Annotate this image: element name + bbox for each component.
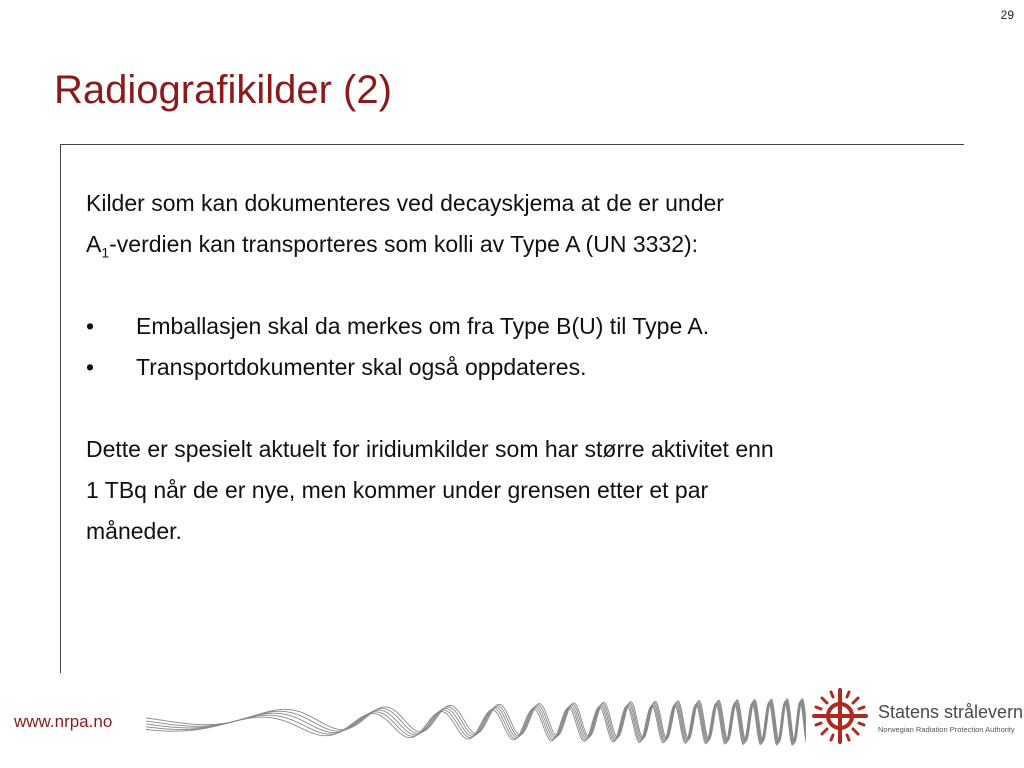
- slide-body: [86, 183, 956, 552]
- closing-line-3: måneder.: [86, 518, 182, 544]
- frame-top-rule: [60, 144, 964, 145]
- a1-subscript: 1: [101, 244, 110, 261]
- frame-left-rule: [60, 144, 61, 673]
- bullet-mark: •: [86, 354, 95, 380]
- paragraph-gap: [86, 388, 956, 429]
- slide-title: Radiografikilder (2): [54, 68, 392, 112]
- intro-line-2-text: -verdien kan transporteres som kolli av Type A (UN 3332):: [109, 231, 699, 257]
- page-number: 29: [1000, 8, 1014, 22]
- nrpa-logo-text: [878, 702, 1023, 734]
- logo-name: Statens strålevern: [878, 702, 1024, 722]
- bullet-mark: •: [86, 313, 95, 339]
- a1-symbol: A: [86, 231, 102, 257]
- bullet-item: [86, 306, 956, 347]
- bullet-text: Emballasjen skal da merkes om fra Type B(U) til Type A.: [136, 313, 710, 339]
- closing-line-1: Dette er spesielt aktuelt for iridiumkilder som har større aktivitet enn: [86, 436, 774, 462]
- logo-subtitle: Norwegian Radiation Protection Authority: [878, 725, 1015, 734]
- bullet-item: [86, 347, 956, 388]
- footer-url-link[interactable]: www.nrpa.no: [14, 712, 113, 731]
- paragraph-gap: [86, 265, 956, 306]
- nrpa-logo-icon: [810, 686, 870, 746]
- closing-line-2: 1 TBq når de er nye, men kommer under grensen etter et par: [86, 477, 709, 503]
- intro-line-2: [86, 224, 956, 265]
- radiation-wave-graphic: [146, 692, 806, 752]
- intro-line-1: Kilder som kan dokumenteres ved decayskjema at de er under: [86, 190, 724, 216]
- bullet-text: Transportdokumenter skal også oppdateres.: [136, 354, 587, 380]
